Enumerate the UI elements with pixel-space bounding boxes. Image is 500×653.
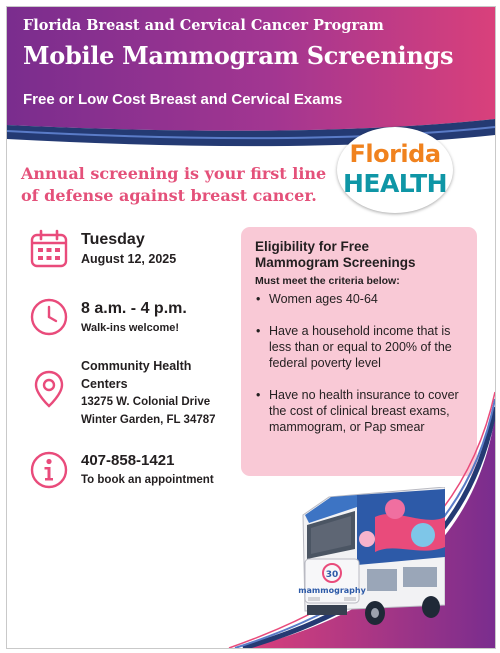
program-name: Florida Breast and Cervical Cancer Program [23,17,384,34]
event-day: Tuesday [81,231,145,248]
walk-ins-note: Walk-ins welcome! [81,322,180,334]
event-time-text: 8 a.m. - 4 p.m. [81,300,187,317]
mobile-mammography-bus [295,487,445,635]
address-line-1: 13275 W. Colonial Drive [81,396,211,408]
bus-badge: 30 [325,570,339,580]
tagline-line-1: Annual screening is your first line [21,164,327,183]
eligibility-note: Must meet the criteria below: [255,275,400,287]
bus-brand: mammography [298,586,366,595]
eligibility-item: • Have no health insurance to cover the cost of clinical breast exams, mammogram, or Pap smear [255,387,469,435]
logo-word-florida: Florida [349,140,441,168]
page-title: Mobile Mammogram Screenings [23,41,454,70]
phone-number: 407-858-1421 [81,452,175,469]
tagline-line-2: of defense against breast cancer. [21,186,317,205]
logo-word-health: HEALTH [342,169,448,198]
event-date-text: August 12, 2025 [81,252,177,266]
flyer [6,6,496,649]
phone-note: To book an appointment [81,474,214,486]
location-name-line-2: Centers [81,377,128,391]
eligibility-title: Eligibility for Free Mammogram Screenings [255,239,416,270]
eligibility-item: • Have a household income that is less than or equal to 200% of the federal poverty level [255,323,469,371]
subtitle: Free or Low Cost Breast and Cervical Exams [23,91,343,108]
eligibility-item: • Women ages 40-64 [255,291,469,307]
location-name-line-1: Community Health [81,359,192,373]
address-line-2: Winter Garden, FL 34787 [81,414,216,426]
